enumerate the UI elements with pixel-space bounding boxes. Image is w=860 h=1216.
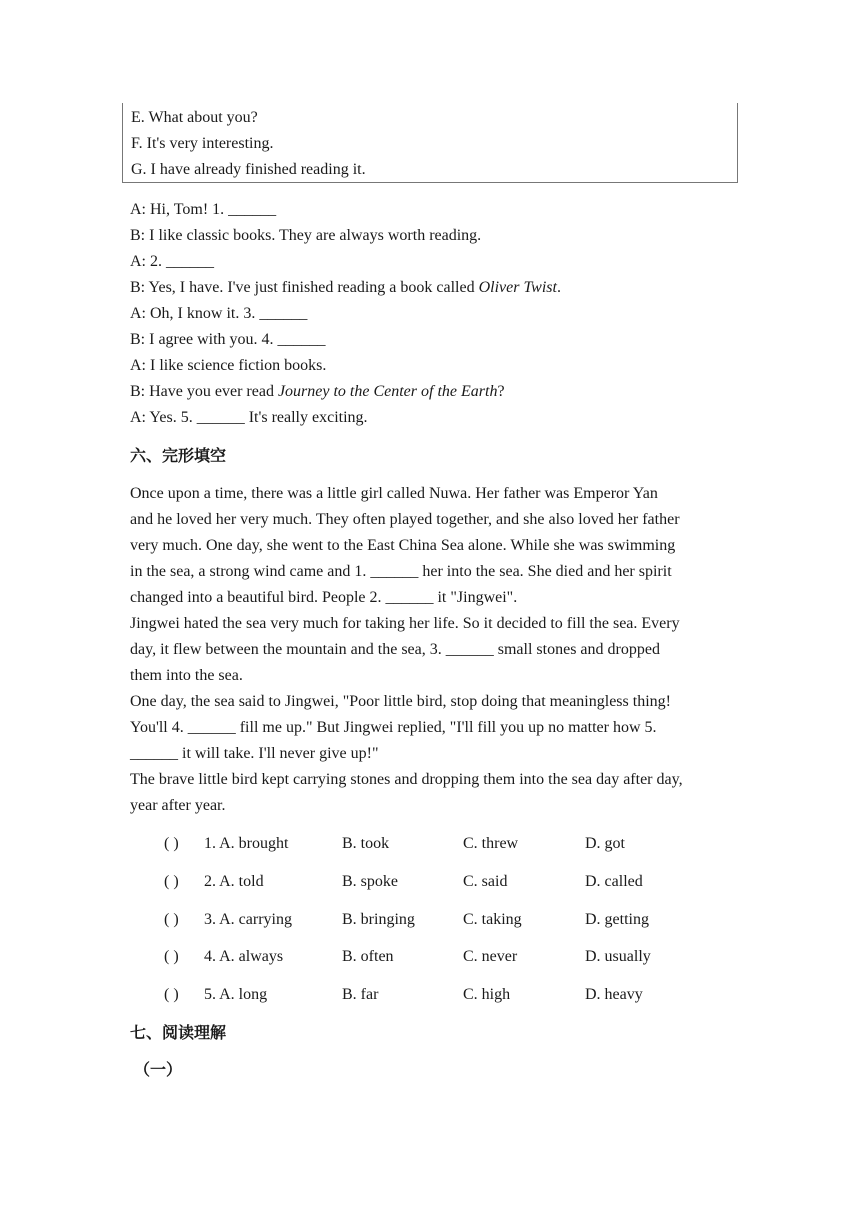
section-6-title: 六、完形填空 xyxy=(130,446,227,465)
dialogue-line: A: 2. ______ xyxy=(130,253,214,270)
dialogue-text: B: Yes, I have. I've just finished reading a book called xyxy=(130,279,479,296)
choice-d: D. getting xyxy=(585,911,649,928)
choice-c: C. never xyxy=(463,948,518,965)
passage-line: them into the sea. xyxy=(130,667,243,684)
passage-line: and he loved her very much. They often played together, and she also loved her father xyxy=(130,511,680,528)
passage-line: Once upon a time, there was a little girl called Nuwa. Her father was Emperor Yan xyxy=(130,485,658,502)
answer-blank[interactable]: ( ) xyxy=(164,835,179,852)
passage-line: Jingwei hated the sea very much for taking her life. So it decided to fill the sea. Every xyxy=(130,615,680,632)
passage-line: day, it flew between the mountain and the sea, 3. ______ small stones and dropped xyxy=(130,641,660,658)
dialogue-line: A: Hi, Tom! 1. ______ xyxy=(130,201,277,218)
section-7-subtitle: （一） xyxy=(134,1060,183,1079)
passage-line: The brave little bird kept carrying stones and dropping them into the sea day after day, xyxy=(130,771,683,788)
book-title: Journey to the Center of the Earth xyxy=(277,383,498,400)
passage-line: You'll 4. ______ fill me up." But Jingwei replied, "I'll fill you up no matter how 5. xyxy=(130,719,657,736)
choice-a: 5. A. long xyxy=(204,986,268,1003)
dialogue-line: A: Oh, I know it. 3. ______ xyxy=(130,305,308,322)
dialogue-line: B: I agree with you. 4. ______ xyxy=(130,331,326,348)
dialogue-line xyxy=(130,278,561,298)
options-box xyxy=(122,103,738,183)
answer-blank[interactable]: ( ) xyxy=(164,873,179,890)
choice-a: 1. A. brought xyxy=(204,835,289,852)
choice-b: B. spoke xyxy=(342,873,398,890)
dialogue-text: . xyxy=(556,279,561,296)
dialogue-line: A: I like science fiction books. xyxy=(130,357,327,374)
section-7-title: 七、阅读理解 xyxy=(130,1023,227,1042)
choice-c: C. high xyxy=(463,986,511,1003)
dialogue-line: B: I like classic books. They are always worth reading. xyxy=(130,227,482,244)
passage-line: in the sea, a strong wind came and 1. ______ her into the sea. She died and her spirit xyxy=(130,563,672,580)
option-e: E. What about you? xyxy=(131,109,258,126)
choice-b: B. often xyxy=(342,948,394,965)
choice-d: D. usually xyxy=(585,948,651,965)
choice-c: C. taking xyxy=(463,911,522,928)
passage-line: ______ it will take. I'll never give up!" xyxy=(130,745,379,762)
answer-blank[interactable]: ( ) xyxy=(164,911,179,928)
book-title: Oliver Twist xyxy=(478,279,557,296)
choice-b: B. took xyxy=(342,835,390,852)
answer-blank[interactable]: ( ) xyxy=(164,986,179,1003)
choice-a: 3. A. carrying xyxy=(204,911,292,928)
passage-line: very much. One day, she went to the East China Sea alone. While she was swimming xyxy=(130,537,676,554)
choice-b: B. far xyxy=(342,986,379,1003)
dialogue-text: B: Have you ever read xyxy=(130,383,278,400)
dialogue-line: A: Yes. 5. ______ It's really exciting. xyxy=(130,409,368,426)
choice-c: C. said xyxy=(463,873,508,890)
passage-line: year after year. xyxy=(130,797,226,814)
choice-d: D. heavy xyxy=(585,986,643,1003)
dialogue-text: ? xyxy=(497,383,505,400)
dialogue-line xyxy=(130,382,505,402)
choice-a: 4. A. always xyxy=(204,948,284,965)
passage-line: One day, the sea said to Jingwei, "Poor little bird, stop doing that meaningless thing! xyxy=(130,693,671,710)
passage-line: changed into a beautiful bird. People 2. ______ it "Jingwei". xyxy=(130,589,518,606)
choice-c: C. threw xyxy=(463,835,519,852)
choice-d: D. got xyxy=(585,835,625,852)
choice-b: B. bringing xyxy=(342,911,415,928)
option-f: F. It's very interesting. xyxy=(131,135,274,152)
option-g: G. I have already finished reading it. xyxy=(131,161,366,178)
choice-d: D. called xyxy=(585,873,643,890)
choice-a: 2. A. told xyxy=(204,873,264,890)
answer-blank[interactable]: ( ) xyxy=(164,948,179,965)
